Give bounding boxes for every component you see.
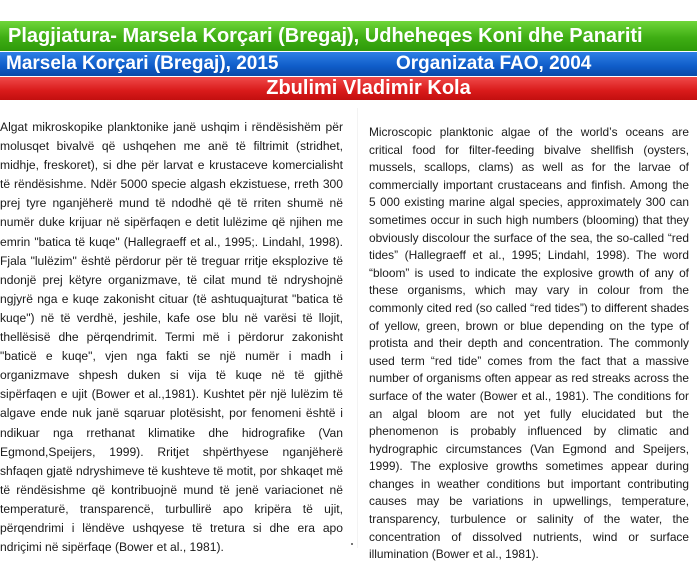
english-text-column bbox=[369, 104, 689, 562]
albanian-text-column bbox=[0, 104, 343, 553]
sources-banner bbox=[0, 52, 697, 76]
source-left-label: Marsela Korçari (Bregaj), 2015 bbox=[6, 53, 279, 74]
discovery-title: Zbulimi Vladimir Kola bbox=[266, 77, 471, 99]
plagiarism-title: Plagjiatura- Marsela Korçari (Bregaj), Udheheqes Koni dhe Panariti bbox=[8, 24, 643, 47]
english-paragraph: Microscopic planktonic algae of the world’s oceans are critical food for filter-feeding bivalve shellfish (oysters, mussels, scallops, clams) as well as for the larvae of commercially important crustaceans and finfish. Among the 5 000 existing marine algal species, approximately 300 can sometimes occur in such high numbers (blooming) that they obviously discolour the surface of the sea, the so-called “red tides” (Hallegraeff et al., 1995; Lindahl, 1998). The word “bloom” is used to indicate the explosive growth of any of these organisms, which may vary in colour from the commonly cited red (so called “red tides”) to different shades of yellow, green, brown or blue depending on the type of protista and their depth and concentration. The commonly used term “red tide” comes from the fact that a massive number of organisms often appear as red streaks across the surface of the water (Bower et al., 1981). The conditions for an algal bloom are not yet fully elucidated but the phenomenon is probably influenced by climatic and hydrographic circumstances (Van Egmond and Speijers, 1999). The explosive growths sometimes appear during changes in weather conditions but important contributing causes may be variations in upwellings, temperature, transparency, turbulence or salinity of the water, the concentration of dissolved nutrients, wind or surface illumination (Bower et al., 1981). bbox=[369, 125, 689, 562]
discovery-banner bbox=[0, 77, 697, 100]
source-right-label: Organizata FAO, 2004 bbox=[396, 53, 592, 74]
albanian-paragraph: Algat mikroskopike planktonike janë ushqim i rëndësishëm për molusqet bivalvë që ushqehen me anë të filtrimit (stridhet, midhje, freskoret), si dhe për larvat e krustaceve komercialisht të rëndësishme. Ndër 5000 specie algash ekzistuese, rreth 300 prej tyre nganjëherë mund të ndodhë që të rriten shumë në numër duke krijuar në sipërfaqen e detit lulëzime që njihen me emrin "batica të kuqe" (Hallegraeff et al., 1995;. Lindahl, 1998). Fjala "lulëzim" është përdorur për të treguar rritje eksplozive të ndonjë prej këtyre organizmave, të cilat mund të ndryshojnë ngjyrë nga e kuqe zakonisht cituar (të ashtuquajturat "batica të kuqe") në të verdhë, jeshile, kafe ose blu në varësi të llojit, thellësisë dhe përqendrimit. Termi më i përdorur zakonisht "baticë e kuqe", vjen nga fakti se një numër i madh i organizmave shpesh duken si vija të kuqe në të gjithë sipërfaqen e ujit (Bower et al.,1981). Kushtet për një lulëzim të algave ende nuk janë sqaruar plotësisht, por fenomeni është i ndikuar nga rrethanat klimatike dhe hidrografike (Van Egmond,Speijers, 1999). Rritjet shpërthyese nganjëherë shfaqen gjatë ndryshimeve të kushteve të motit, por shkaqet më të rëndësishme që kontribuojnë mund të jenë variacionet në temperaturë, transparencë, turbullirë apo kripëra të ujit, përqendrimi i lëndëve ushqyese të tretura si dhe era apo ndriçimi në sipërfaqe (Bower et al., 1981). bbox=[0, 120, 343, 555]
page-dot-mark bbox=[351, 543, 353, 545]
plagiarism-title-banner bbox=[0, 21, 697, 51]
column-divider bbox=[357, 108, 358, 548]
